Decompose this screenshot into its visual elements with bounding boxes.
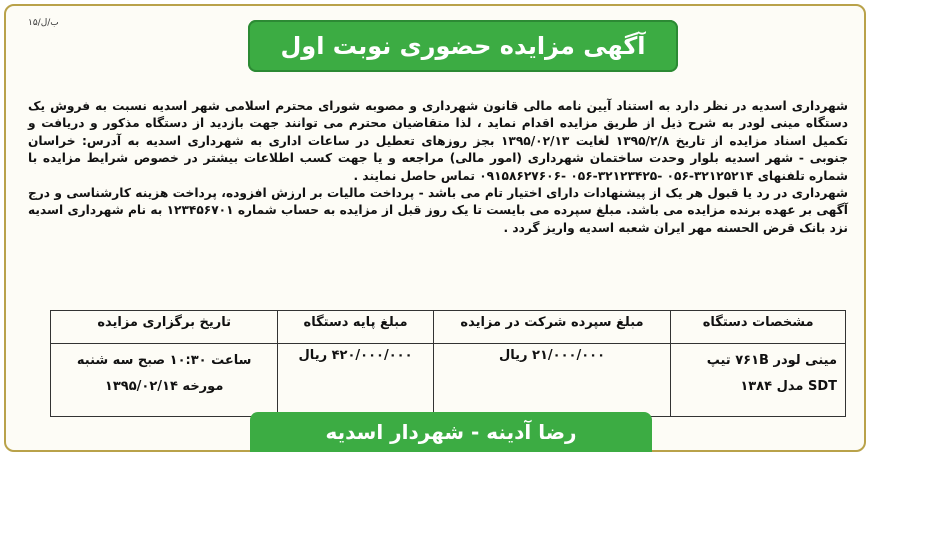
footer-banner — [250, 412, 652, 452]
cell-auction-date — [51, 344, 278, 417]
cell-deposit: ۲۱/۰۰۰/۰۰۰ ریال — [433, 344, 671, 417]
header-auction-date: تاریخ برگزاری مزایده — [51, 311, 278, 344]
title-banner — [248, 20, 678, 72]
device-model-line: مینی لودر ۷۶۱B تیپ — [706, 353, 837, 368]
header-base-price: مبلغ پایه دستگاه — [278, 311, 433, 344]
ad-paragraph-1: شهرداری اسدیه در نظر دارد به استناد آیین نامه مالی قانون شهرداری و مصوبه شورای محترم اسلامی شهر اسدیه نسبت به فروش یک دستگاه مینی لودر به شرح ذیل از طریق مزایده اقدام نماید ، لذا متقاضیان محترم می توانند جهت بازدید از دستگاه مذکور و دریافت و تکمیل اسناد مزایده از تاریخ ۱۳۹۵/۲/۸ لغایت ۱۳۹۵/۰۲/۱۳ بجز روزهای تعطیل در ساعات اداری به شهرداری اسدیه به آدرس: خراسان جنوبی - شهر اسدیه بلوار وحدت ساختمان شهرداری (امور مالی) مراجعه و یا جهت کسب اطلاعات بیشتر در خصوص شرایط مزایده با شماره تلفنهای ۳۲۱۲۵۲۱۴-۰۵۶ -۳۲۱۲۳۴۲۵-۰۵۶ -۰۹۱۵۸۶۲۷۶۰۶ تماس حاصل نمایند . — [28, 99, 848, 183]
cell-base-price: ۴۲۰/۰۰۰/۰۰۰ ریال — [278, 344, 433, 417]
advertisement-frame — [4, 4, 866, 452]
table-header-row — [51, 311, 846, 344]
auction-date-line: مورخه ۱۳۹۵/۰۲/۱۴ — [104, 379, 224, 394]
auction-table — [50, 310, 846, 417]
cell-device-specs — [671, 344, 846, 417]
table-row — [51, 344, 846, 417]
ad-paragraph-2: شهرداری در رد یا قبول هر یک از پیشنهادات دارای اختیار تام می باشد - پرداخت مالیات بر ارزش افزوده، پرداخت هزینه کارشناسی و درج آگهی بر عهده برنده مزایده می باشد. مبلغ سپرده می بایست تا یک روز قبل از مزایده به حساب شماره ۱۲۳۴۵۶۷۰۱ به نام شهرداری اسدیه نزد بانک قرض الحسنه مهر ایران شعبه اسدیه واریز گردد . — [28, 186, 848, 235]
ad-reference-number: ۱۵/ب/ل — [28, 18, 59, 28]
ad-body — [28, 98, 848, 237]
header-device-specs: مشخصات دستگاه — [671, 311, 846, 344]
signatory: رضا آدینه - شهردار اسدیه — [325, 420, 577, 444]
device-year-line: SDT مدل ۱۳۸۴ — [740, 379, 837, 394]
auction-time-line: ساعت ۱۰:۳۰ صبح سه شنبه — [76, 353, 252, 368]
ad-title: آگهی مزایده حضوری نوبت اول — [280, 32, 646, 60]
header-deposit: مبلغ سپرده شرکت در مزایده — [433, 311, 671, 344]
